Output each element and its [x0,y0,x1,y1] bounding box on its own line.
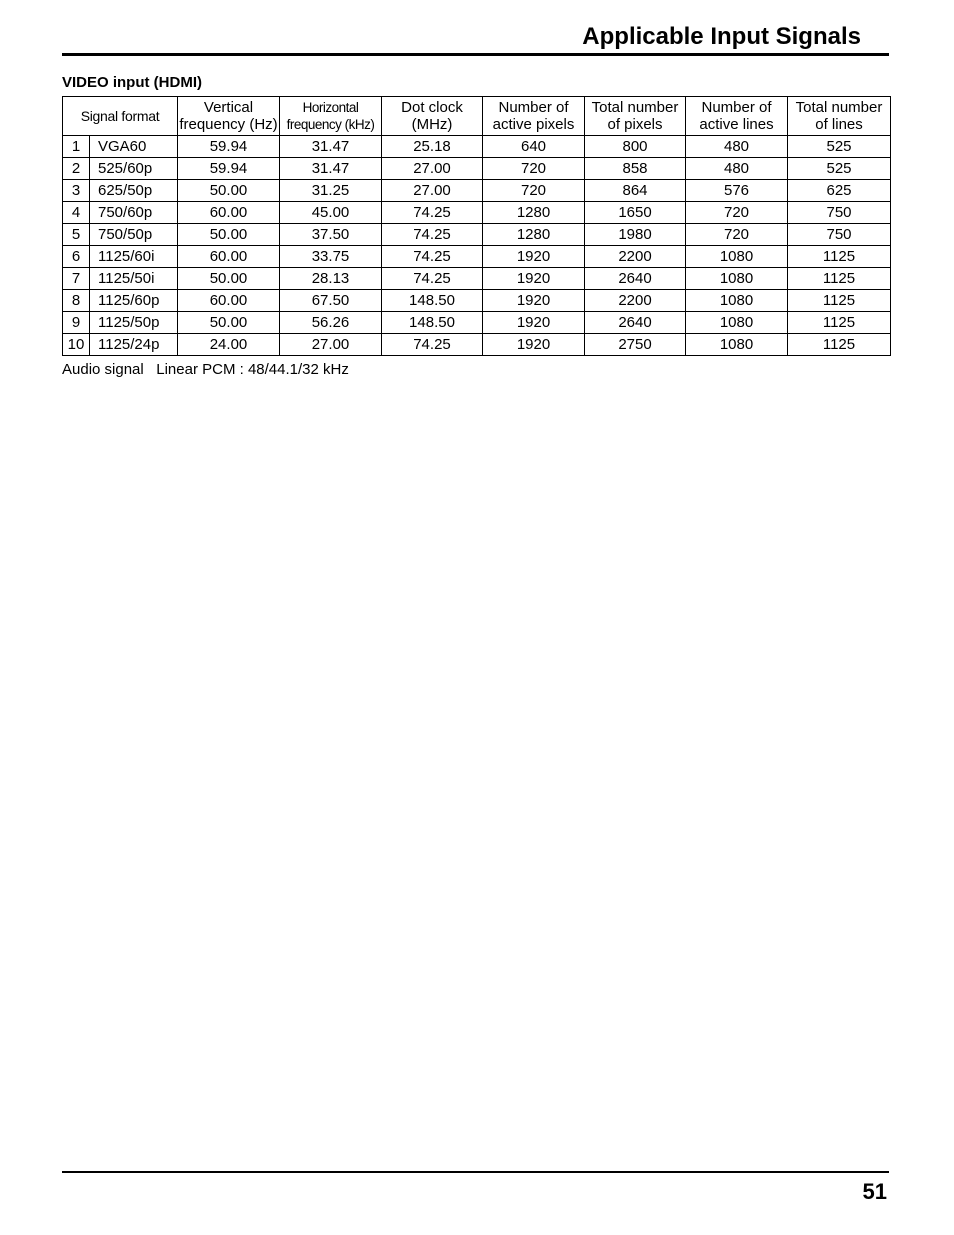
horizontal-frequency-cell: 37.50 [280,224,382,246]
active-lines-cell: 720 [686,202,788,224]
dot-clock-cell: 27.00 [382,158,483,180]
row-index-cell: 2 [63,158,90,180]
signal-format-cell: 1125/60p [90,290,178,312]
horizontal-frequency-cell: 31.47 [280,158,382,180]
column-header-active-lines: Number of active lines [686,97,788,136]
total-lines-cell: 750 [788,202,891,224]
total-lines-cell: 525 [788,136,891,158]
signal-format-cell: 525/60p [90,158,178,180]
total-pixels-cell: 2750 [585,334,686,356]
active-lines-cell: 1080 [686,334,788,356]
signal-format-cell: 750/60p [90,202,178,224]
row-index-cell: 3 [63,180,90,202]
table-row [63,202,891,224]
column-header-active-pixels: Number of active pixels [483,97,585,136]
column-header-horizontal-frequency: Horizontal frequency (kHz) [280,97,382,136]
vertical-frequency-cell: 24.00 [178,334,280,356]
active-pixels-cell: 1280 [483,224,585,246]
active-pixels-cell: 1280 [483,202,585,224]
active-lines-cell: 480 [686,158,788,180]
signal-format-cell: VGA60 [90,136,178,158]
dot-clock-cell: 25.18 [382,136,483,158]
row-index-cell: 6 [63,246,90,268]
vertical-frequency-cell: 60.00 [178,246,280,268]
horizontal-frequency-cell: 31.47 [280,136,382,158]
table-row [63,224,891,246]
active-pixels-cell: 1920 [483,312,585,334]
table-row [63,180,891,202]
total-lines-cell: 625 [788,180,891,202]
signal-format-cell: 1125/24p [90,334,178,356]
horizontal-frequency-cell: 56.26 [280,312,382,334]
active-lines-cell: 1080 [686,312,788,334]
total-pixels-cell: 2640 [585,268,686,290]
table-row [63,158,891,180]
page-number: 51 [862,1179,887,1204]
row-index-cell: 1 [63,136,90,158]
dot-clock-cell: 148.50 [382,312,483,334]
horizontal-frequency-cell: 27.00 [280,334,382,356]
column-header-total-pixels: Total number of pixels [585,97,686,136]
total-pixels-cell: 858 [585,158,686,180]
row-index-cell: 4 [63,202,90,224]
row-index-cell: 7 [63,268,90,290]
vertical-frequency-cell: 50.00 [178,268,280,290]
table-header-row [63,97,891,136]
input-signals-table [62,96,891,356]
vertical-frequency-cell: 50.00 [178,224,280,246]
column-header-vertical-frequency: Vertical frequency (Hz) [178,97,280,136]
active-pixels-cell: 1920 [483,246,585,268]
signal-format-cell: 1125/60i [90,246,178,268]
dot-clock-cell: 148.50 [382,290,483,312]
vertical-frequency-cell: 60.00 [178,202,280,224]
active-lines-cell: 480 [686,136,788,158]
table-row [63,268,891,290]
active-lines-cell: 720 [686,224,788,246]
audio-signal-value: Linear PCM : 48/44.1/32 kHz [156,361,349,378]
audio-signal-note [62,361,349,379]
row-index-cell: 8 [63,290,90,312]
total-lines-cell: 1125 [788,268,891,290]
audio-signal-label: Audio signal [62,361,144,378]
active-pixels-cell: 1920 [483,290,585,312]
dot-clock-cell: 74.25 [382,268,483,290]
horizontal-frequency-cell: 28.13 [280,268,382,290]
total-pixels-cell: 1650 [585,202,686,224]
table-row [63,334,891,356]
table-row [63,136,891,158]
table-row [63,290,891,312]
signal-format-cell: 1125/50p [90,312,178,334]
active-pixels-cell: 720 [483,158,585,180]
active-lines-cell: 1080 [686,268,788,290]
horizontal-frequency-cell: 31.25 [280,180,382,202]
dot-clock-cell: 74.25 [382,334,483,356]
total-pixels-cell: 864 [585,180,686,202]
active-pixels-cell: 640 [483,136,585,158]
active-pixels-cell: 1920 [483,268,585,290]
total-lines-cell: 750 [788,224,891,246]
dot-clock-cell: 27.00 [382,180,483,202]
row-index-cell: 9 [63,312,90,334]
footer-rule [62,1171,889,1173]
dot-clock-cell: 74.25 [382,224,483,246]
total-pixels-cell: 2200 [585,290,686,312]
signal-format-cell: 625/50p [90,180,178,202]
table-row [63,246,891,268]
total-pixels-cell: 2200 [585,246,686,268]
vertical-frequency-cell: 50.00 [178,180,280,202]
active-pixels-cell: 1920 [483,334,585,356]
horizontal-frequency-cell: 45.00 [280,202,382,224]
total-pixels-cell: 1980 [585,224,686,246]
total-lines-cell: 1125 [788,334,891,356]
active-lines-cell: 1080 [686,290,788,312]
row-index-cell: 10 [63,334,90,356]
header-rule [62,53,889,56]
vertical-frequency-cell: 59.94 [178,158,280,180]
column-header-total-lines: Total number of lines [788,97,891,136]
active-lines-cell: 1080 [686,246,788,268]
horizontal-frequency-cell: 67.50 [280,290,382,312]
section-heading: VIDEO input (HDMI) [62,74,202,91]
total-lines-cell: 1125 [788,290,891,312]
active-pixels-cell: 720 [483,180,585,202]
active-lines-cell: 576 [686,180,788,202]
column-header-signal-format: Signal format [63,97,178,136]
vertical-frequency-cell: 59.94 [178,136,280,158]
vertical-frequency-cell: 50.00 [178,312,280,334]
total-lines-cell: 1125 [788,312,891,334]
vertical-frequency-cell: 60.00 [178,290,280,312]
signal-format-cell: 750/50p [90,224,178,246]
total-pixels-cell: 2640 [585,312,686,334]
row-index-cell: 5 [63,224,90,246]
dot-clock-cell: 74.25 [382,202,483,224]
table-row [63,312,891,334]
dot-clock-cell: 74.25 [382,246,483,268]
total-pixels-cell: 800 [585,136,686,158]
horizontal-frequency-cell: 33.75 [280,246,382,268]
signal-format-cell: 1125/50i [90,268,178,290]
total-lines-cell: 525 [788,158,891,180]
total-lines-cell: 1125 [788,246,891,268]
column-header-dot-clock: Dot clock (MHz) [382,97,483,136]
page-title: Applicable Input Signals [582,23,861,50]
